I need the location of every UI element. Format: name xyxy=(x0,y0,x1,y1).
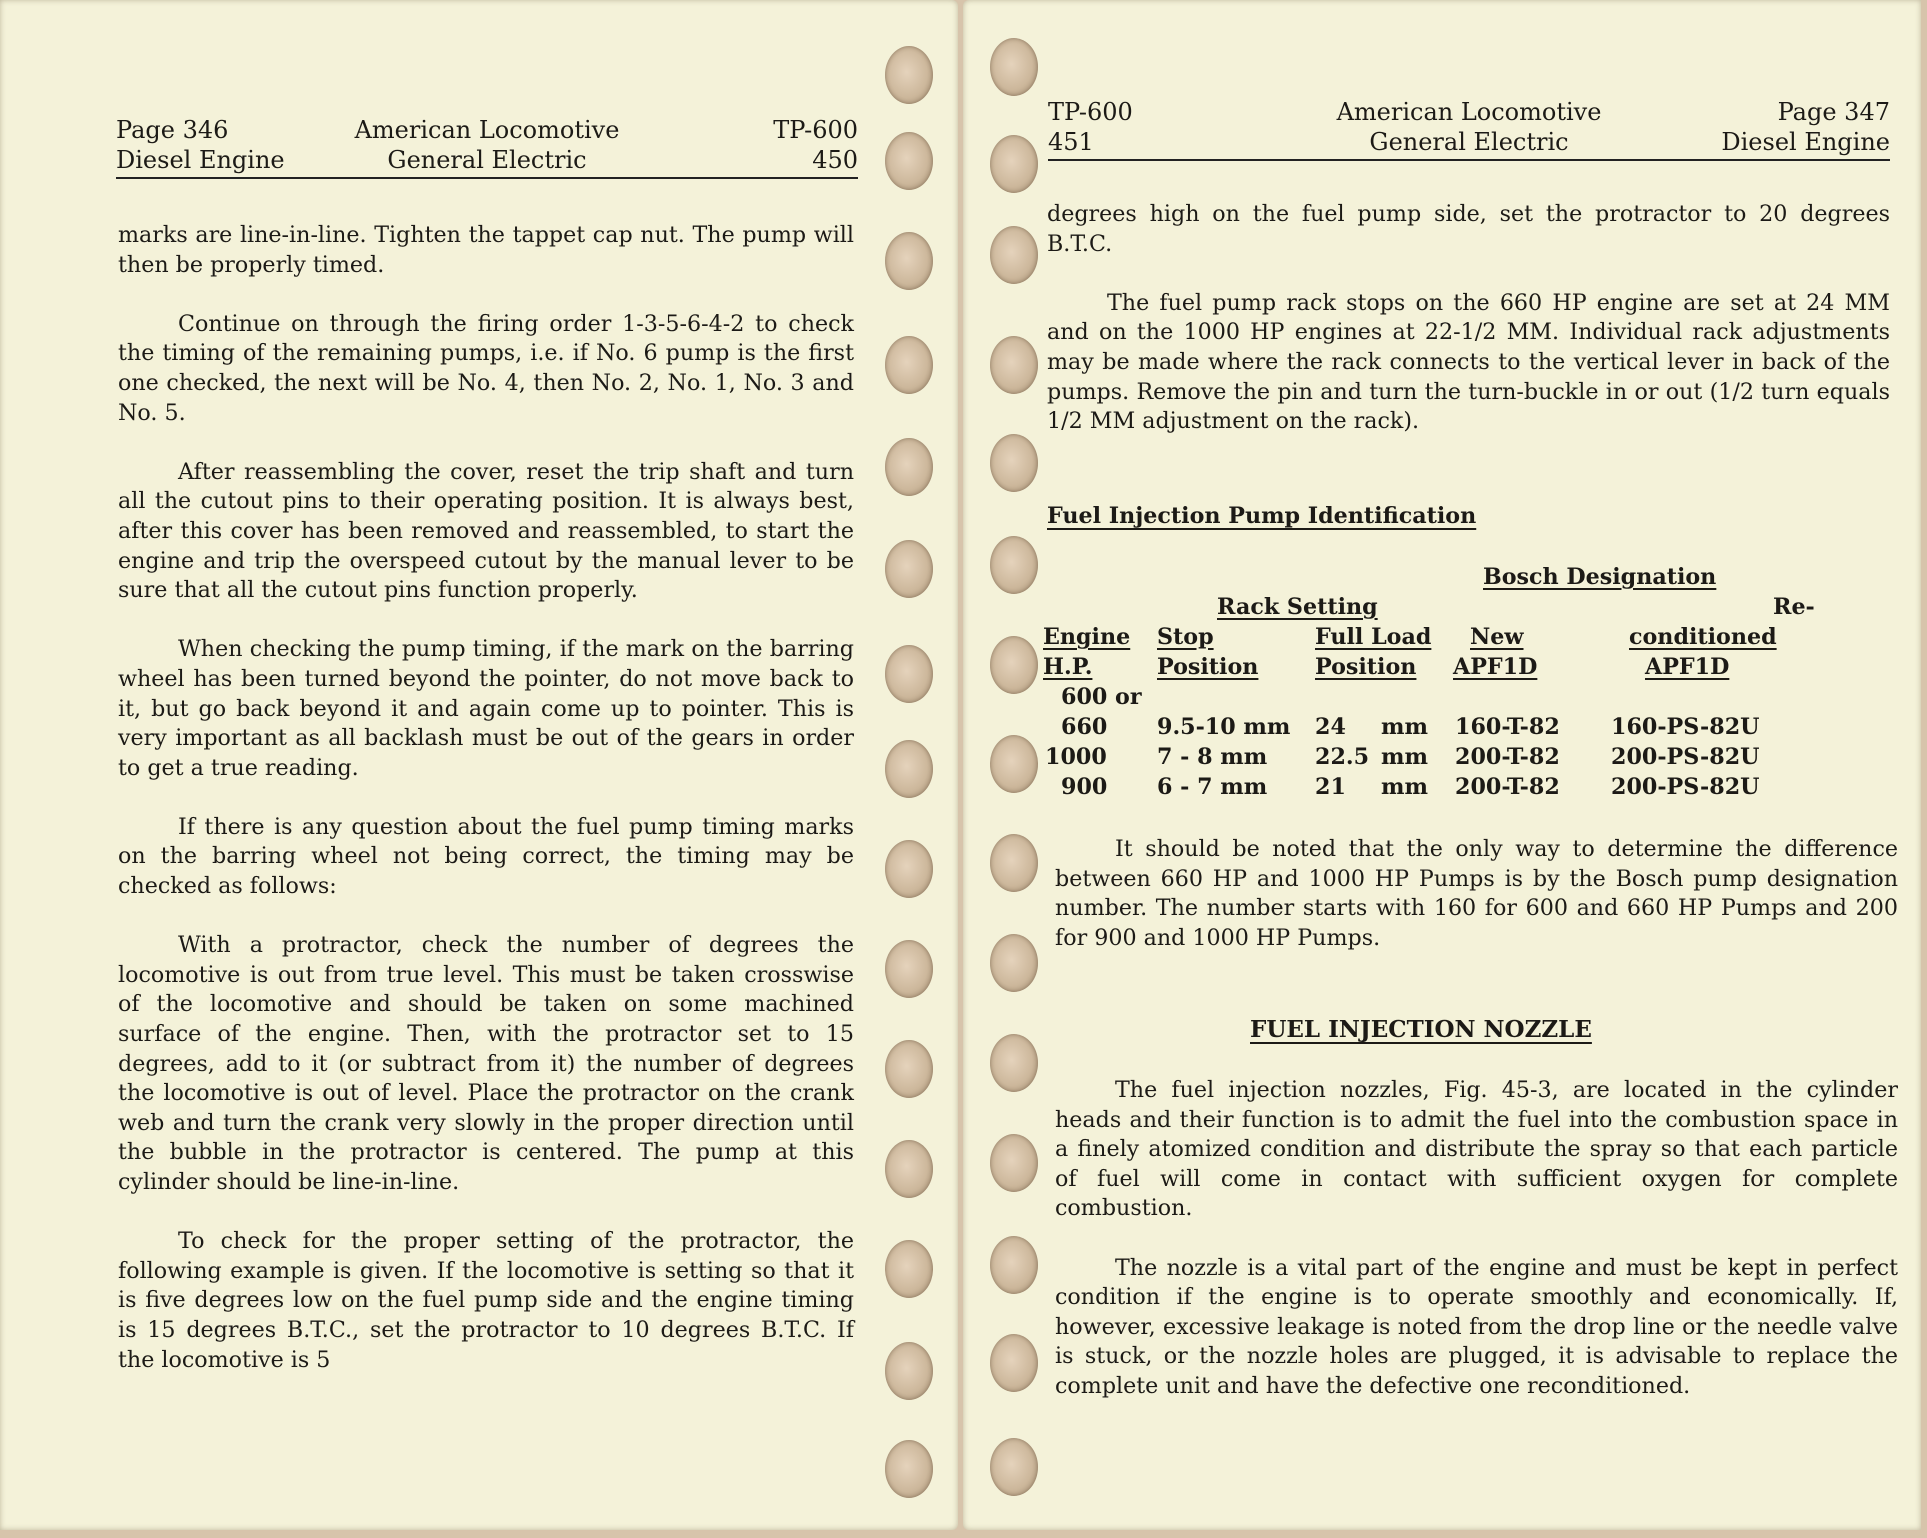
section-number: 451 xyxy=(1048,128,1094,156)
publisher-title: American Locomotive xyxy=(354,116,620,144)
col-header-stop: Stop xyxy=(1157,624,1214,650)
binding-hole xyxy=(885,46,933,104)
binding-hole xyxy=(990,226,1038,284)
publisher-subtitle: General Electric xyxy=(1369,128,1569,156)
left-page-body xyxy=(118,221,854,1405)
cell-reconditioned: 200-PS-82U xyxy=(1611,774,1760,800)
binding-hole xyxy=(885,645,933,703)
pump-identification-table xyxy=(1041,560,1891,810)
right-page-body-bottom xyxy=(1055,1076,1898,1431)
paragraph: Continue on through the firing order 1-3-5-6-4-2 to check the timing of the remaining pumps, i.e. if No. 6 pump is the first one checked, the next will be No. 4, then No. 2, No. 1, No. 3 and No. 5. xyxy=(118,310,854,426)
col-header-full-load-position: Position xyxy=(1315,654,1417,680)
binding-hole xyxy=(990,336,1038,394)
cell-stop: 9.5-10 mm xyxy=(1157,714,1291,740)
col-header-engine: Engine xyxy=(1043,624,1131,650)
binding-hole xyxy=(990,834,1038,892)
col-header-reconditioned-type: APF1D xyxy=(1645,654,1730,680)
paragraph: The nozzle is a vital part of the engine and must be kept in perfect condition if the engine is to operate smoothly and economically. If, however, excessive leakage is noted from the drop line or the needle valve is stuck, or the nozzle holes are plugged, it is advisable to replace the complete unit and have the defective one reconditioned. xyxy=(1055,1254,1898,1399)
binding-hole xyxy=(990,1438,1038,1496)
subject-label: Diesel Engine xyxy=(116,146,285,174)
binding-hole xyxy=(885,132,933,190)
cell-reconditioned: 200-PS-82U xyxy=(1611,744,1760,770)
binding-hole xyxy=(990,434,1038,492)
cell-new: 200-T-82 xyxy=(1455,744,1560,770)
binding-hole xyxy=(990,1334,1038,1392)
cell-full-load: 24 xyxy=(1315,714,1346,740)
cell-unit: mm xyxy=(1381,774,1428,800)
cell-reconditioned: 160-PS-82U xyxy=(1611,714,1760,740)
cell-new: 200-T-82 xyxy=(1455,774,1560,800)
left-page xyxy=(0,0,958,1530)
binding-hole xyxy=(885,336,933,394)
cell-unit: mm xyxy=(1381,744,1428,770)
cell-stop: 6 - 7 mm xyxy=(1157,774,1268,800)
cell-hp: 1000 xyxy=(1045,744,1107,770)
right-page-body-top xyxy=(1047,200,1890,466)
col-header-stop-position: Position xyxy=(1157,654,1259,680)
cell-full-load: 21 xyxy=(1315,774,1346,800)
paragraph: The fuel pump rack stops on the 660 HP engine are set at 24 MM and on the 1000 HP engines at 22-1/2 MM. Individual rack adjustments may be made where the rack connects to the vertical lever in back of the pumps. Remove the pin and turn the turn-buckle in or out (1/2 turn equals 1/2 MM adjustment on the rack). xyxy=(1047,289,1890,435)
col-header-reconditioned: conditioned xyxy=(1629,624,1777,650)
publisher-title: American Locomotive xyxy=(1336,98,1602,126)
binding-hole xyxy=(885,1440,933,1498)
table-title: Fuel Injection Pump Identification xyxy=(1047,503,1477,529)
page-number-label: Page 347 xyxy=(1777,98,1890,126)
cell-full-load: 22.5 xyxy=(1315,744,1370,770)
reconditioned-header-prefix: Re- xyxy=(1773,594,1815,620)
paragraph: marks are line-in-line. Tighten the tappet cap nut. The pump will then be properly timed. xyxy=(118,222,854,278)
paragraph: With a protractor, check the number of degrees the locomotive is out from true level. This must be taken crosswise of the locomotive and should be taken on some machined surface of the engine. Then, with the protractor set to 15 degrees, add to it (or subtract from it) the number of degrees the locomotive is out of level. Place the protractor on the crank web and turn the crank very slowly in the proper direction until the bubble in the protractor is centered. The pump at this cylinder should be line-in-line. xyxy=(118,932,854,1195)
engine-note: 600 or xyxy=(1061,684,1142,710)
right-page xyxy=(963,0,1921,1530)
manual-code: TP-600 xyxy=(1048,98,1133,126)
paragraph: After reassembling the cover, reset the trip shaft and turn all the cutout pins to their operating position. It is always best, after this cover has been removed and reassembled, to start the engine and trip the overspeed cutout by the manual lever to be sure that all the cutout pins function properly. xyxy=(118,458,854,604)
col-header-hp: H.P. xyxy=(1043,654,1093,680)
cell-new: 160-T-82 xyxy=(1455,714,1560,740)
cell-stop: 7 - 8 mm xyxy=(1157,744,1268,770)
subject-label: Diesel Engine xyxy=(1721,128,1890,156)
binding-hole xyxy=(885,438,933,496)
right-page-body-mid xyxy=(1055,835,1898,983)
cell-unit: mm xyxy=(1381,714,1428,740)
binding-hole xyxy=(885,232,933,290)
binding-hole xyxy=(885,1040,933,1098)
right-page-header xyxy=(1048,97,1890,161)
binding-hole xyxy=(990,636,1038,694)
cell-hp: 660 xyxy=(1061,714,1108,740)
paragraph: The fuel injection nozzles, Fig. 45-3, are located in the cylinder heads and their function is to admit the fuel into the combustion space in a finely atomized condition and distribute the spray so that each particle of fuel will come in contact with sufficient oxygen for complete combustion. xyxy=(1055,1077,1898,1222)
section-number: 450 xyxy=(812,146,858,174)
paragraph: It should be noted that the only way to determine the difference between 660 HP and 1000 HP Pumps is by the Bosch pump designation number. The number starts with 160 for 600 and 660 HP Pumps and 200 for 900 and 1000 HP Pumps. xyxy=(1055,836,1898,951)
publisher-subtitle: General Electric xyxy=(387,146,587,174)
binding-hole xyxy=(990,934,1038,992)
paragraph: If there is any question about the fuel pump timing marks on the barring wheel not being correct, the timing may be checked as follows: xyxy=(118,813,854,900)
binding-hole xyxy=(990,536,1038,594)
section-heading: FUEL INJECTION NOZZLE xyxy=(1250,1016,1592,1043)
col-header-new: New xyxy=(1470,624,1524,650)
binding-hole xyxy=(990,1236,1038,1294)
binding-hole xyxy=(990,735,1038,793)
binding-hole xyxy=(885,1240,933,1298)
binding-hole xyxy=(885,840,933,898)
left-page-header xyxy=(116,115,858,179)
paragraph: degrees high on the fuel pump side, set the protractor to 20 degrees B.T.C. xyxy=(1047,201,1890,257)
paragraph: To check for the proper setting of the protractor, the following example is given. If the locomotive is setting so that it is five degrees low on the fuel pump side and the engine timing is 15 degrees B.T.C., set the protractor to 10 degrees B.T.C. If the locomotive is 5 xyxy=(118,1228,854,1373)
binding-hole xyxy=(990,135,1038,193)
binding-hole xyxy=(990,1134,1038,1192)
cell-hp: 900 xyxy=(1061,774,1108,800)
col-header-new-type: APF1D xyxy=(1453,654,1538,680)
binding-hole xyxy=(885,1140,933,1198)
paragraph: When checking the pump timing, if the mark on the barring wheel has been turned beyond the pointer, do not move back to it, but go back beyond it and again come up to pointer. This is very important as all backlash must be out of the gears in order to get a true reading. xyxy=(118,636,854,781)
page-number-label: Page 346 xyxy=(116,116,229,144)
col-header-full-load: Full Load xyxy=(1315,624,1432,650)
manual-code: TP-600 xyxy=(773,116,858,144)
binding-hole xyxy=(885,940,933,998)
binding-hole xyxy=(990,1034,1038,1092)
binding-hole xyxy=(885,540,933,598)
binding-hole xyxy=(885,1342,933,1400)
binding-hole xyxy=(885,740,933,798)
group-header-bosch: Bosch Designation xyxy=(1483,564,1717,590)
group-header-rack: Rack Setting xyxy=(1217,594,1378,620)
binding-hole xyxy=(990,38,1038,96)
